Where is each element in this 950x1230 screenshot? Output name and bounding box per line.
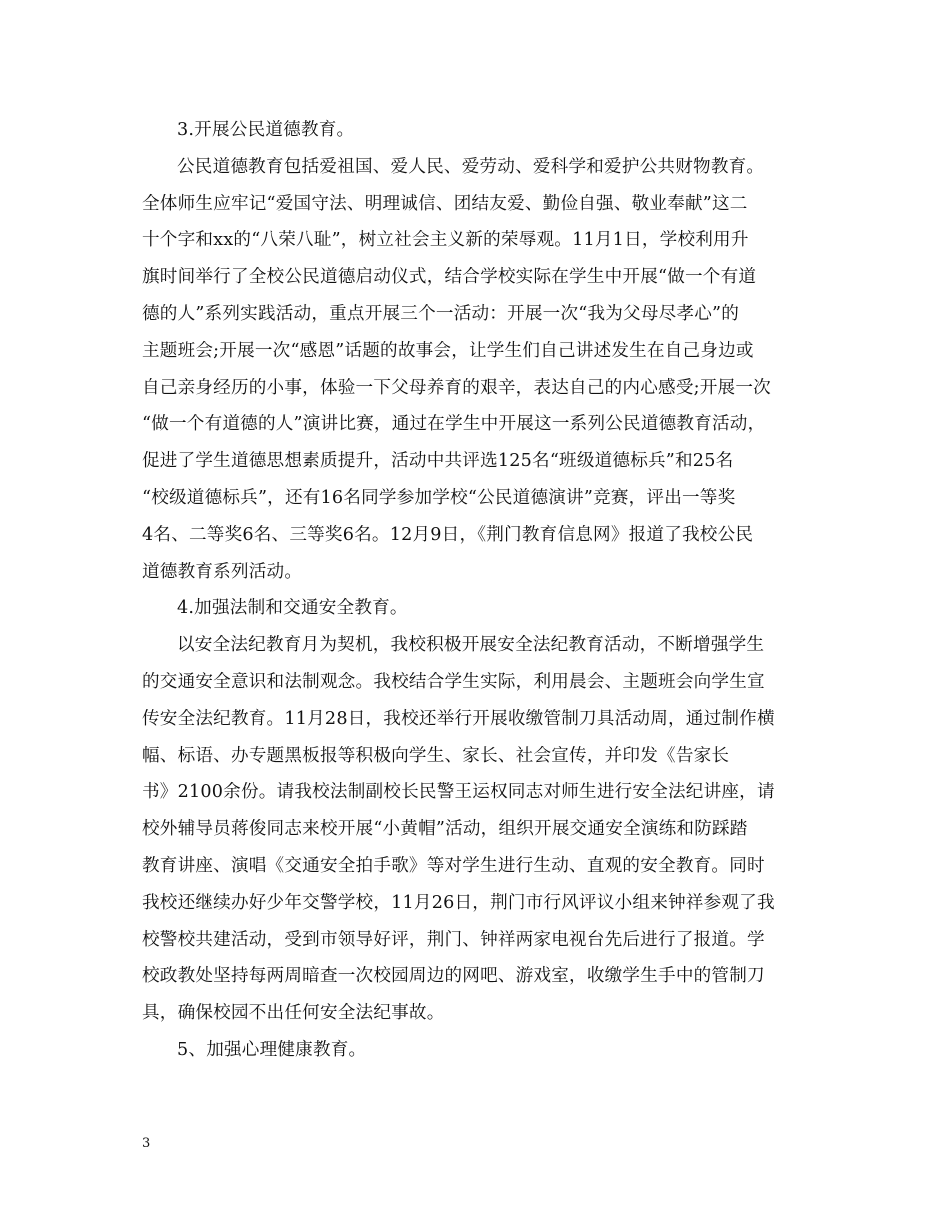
paragraph-line: 德的人”系列实践活动，重点开展三个一活动：开展一次“我为父母尽孝心”的	[142, 303, 739, 324]
paragraph-line: 主题班会;开展一次“感恩”话题的故事会，让学生们自己讲述发生在自己身边或	[142, 340, 754, 361]
paragraph-line: 公民道德教育包括爱祖国、爱人民、爱劳动、爱科学和爱护公共财物教育。	[177, 156, 765, 177]
paragraph-line: “校级道德标兵”，还有16名同学参加学校“公民道德演讲”竞赛，评出一等奖	[142, 487, 736, 508]
paragraph-line: 校政教处坚持每两周暗查一次校园周边的网吧、游戏室，收缴学生手中的管制刀	[142, 966, 765, 987]
paragraph-line: 旗时间举行了全校公民道德启动仪式，结合学校实际在学生中开展“做一个有道	[142, 267, 757, 288]
paragraph-line: 具，确保校园不出任何安全法纪事故。	[142, 1003, 445, 1024]
paragraph-line: 全体师生应牢记“爱国守法、明理诚信、团结友爱、勤俭自强、敬业奉献”这二	[142, 193, 748, 214]
section-heading: 5、加强心理健康教育。	[177, 1039, 367, 1060]
paragraph-line: 教育讲座、演唱《交通安全拍手歌》等对学生进行生动、直观的安全教育。同时	[142, 855, 765, 876]
paragraph-line: 道德教育系列活动。	[142, 561, 303, 582]
paragraph-line: 书》2100余份。请我校法制副校长民警王运权同志对师生进行安全法纪讲座，请	[142, 782, 775, 803]
page-body	[142, 112, 812, 1069]
paragraph-line: 4名、二等奖6名、三等奖6名。12月9日，《荆门教育信息网》报道了我校公民	[142, 524, 754, 545]
section-heading: 4.加强法制和交通安全教育。	[177, 598, 408, 619]
page-number: 3	[142, 1136, 151, 1151]
paragraph-line: 促进了学生道德思想素质提升，活动中共评选125名“班级道德标兵”和25名	[142, 451, 734, 472]
paragraph-line: 的交通安全意识和法制观念。我校结合学生实际，利用晨会、主题班会向学生宣	[142, 671, 765, 692]
paragraph-line: 我校还继续办好少年交警学校，11月26日，荆门市行风评议小组来钟祥参观了我	[142, 892, 775, 913]
paragraph-line: 传安全法纪教育。11月28日，我校还举行开展收缴管制刀具活动周，通过制作横	[142, 708, 775, 729]
paragraph-line: 以安全法纪教育月为契机，我校积极开展安全法纪教育活动，不断增强学生	[177, 635, 765, 656]
section-heading: 3.开展公民道德教育。	[177, 120, 355, 140]
paragraph-line: “做一个有道德的人”演讲比赛，通过在学生中开展这一系列公民道德教育活动，	[142, 414, 766, 435]
paragraph-line: 校外辅导员蒋俊同志来校开展“小黄帽”活动，组织开展交通安全演练和防踩踏	[142, 819, 748, 840]
paragraph-line: 十个字和xx的“八荣八耻”，树立社会主义新的荣辱观。11月1日，学校利用升	[142, 230, 749, 251]
paragraph-line: 幅、标语、办专题黑板报等积极向学生、家长、社会宣传，并印发《告家长	[142, 745, 730, 766]
paragraph-line: 校警校共建活动，受到市领导好评，荆门、钟祥两家电视台先后进行了报道。学	[142, 929, 765, 950]
paragraph-line: 自己亲身经历的小事，体验一下父母养育的艰辛，表达自己的内心感受;开展一次	[142, 377, 771, 398]
